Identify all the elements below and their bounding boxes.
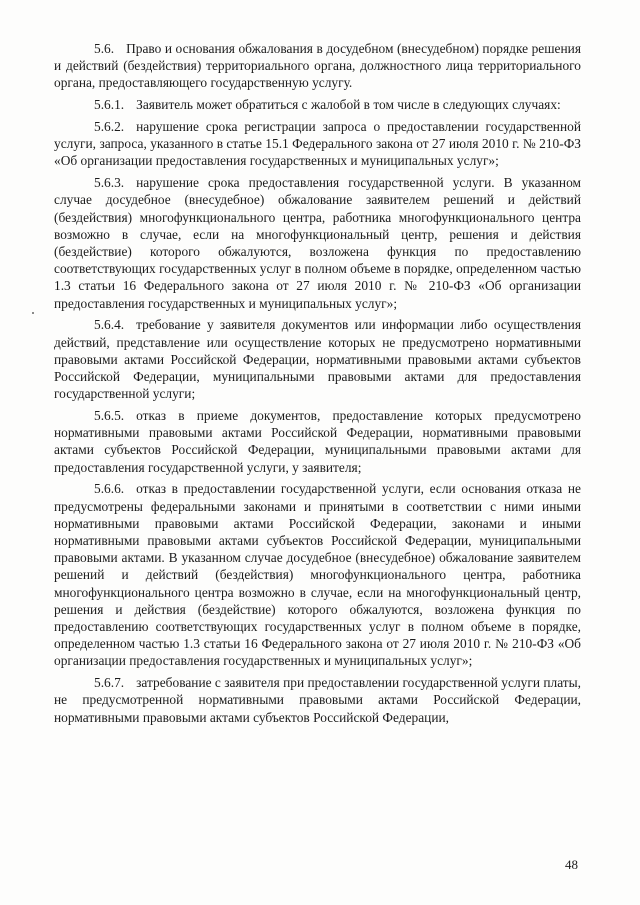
paragraph-number: 5.6.6. [94, 481, 125, 497]
paragraph-number: 5.6.3. [94, 175, 125, 191]
paragraph-5-6-2 [54, 118, 581, 170]
paragraph-5-6-1 [54, 96, 581, 113]
paragraph-text: отказ в приеме документов, предоставление которых предусмотрено нормативными правовыми актами Российской Федерации, нормативными правовыми актами субъектов Российской Федерации, муниципальными правовыми актами для предоставления государственной услуги, у заявителя; [54, 408, 581, 475]
paragraph-text: затребование с заявителя при предоставлении государственной услуги платы, не предусмотренной нормативными правовыми актами Российской Федерации, нормативными правовыми актами субъектов Российской Федерации, [54, 675, 581, 725]
paragraph-5-6-3 [54, 174, 581, 312]
paragraph-text: Заявитель может обратиться с жалобой в том числе в следующих случаях: [136, 97, 561, 113]
paragraph-5-6-6 [54, 480, 581, 669]
paragraph-text: требование у заявителя документов или информации либо осуществления действий, представление или осуществление которых не предусмотрено нормативными правовыми актами Российской Федерации, нормативными правовыми актами субъектов Российской Федерации, муниципальными правовыми актами для предоставления государственной услуги; [54, 317, 581, 402]
paragraph-number: 5.6.1. [94, 97, 125, 113]
scan-speck [32, 312, 34, 314]
paragraph-5-6-7 [54, 674, 581, 726]
paragraph-number: 5.6.4. [94, 317, 125, 333]
paragraph-5-6-4 [54, 316, 581, 402]
document-body [54, 40, 581, 730]
paragraph-number: 5.6.2. [94, 119, 125, 134]
paragraph-5-6 [54, 40, 581, 92]
paragraph-5-6-5 [54, 407, 581, 476]
paragraph-text: Право и основания обжалования в досудебном (внесудебном) порядке решения и действий (бездействия) территориального органа, должностного лица территориального органа, предоставляющего государственную услугу. [54, 41, 581, 91]
paragraph-text: нарушение срока предоставления государственной услуги. В указанном случае досудебное (внесудебное) обжалование заявителем решений и действий (бездействия) многофункционального центра, работника многофункционального центра возможно в случае, если на многофункциональный центр, решения и действия (бездействие) которого обжалуются, возложена функция по предоставлению соответствующих государственных услуг в полном объеме в порядке, определенном частью 1.3 статьи 16 Федерального закона от 27 июля 2010 г. № 210-ФЗ «Об организации предоставления государственных и муниципальных услуг»; [54, 175, 581, 311]
paragraph-text: отказ в предоставлении государственной услуги, если основания отказа не предусмотрены федеральными законами и принятыми в соответствии с ними иными нормативными правовыми актами Российской Федерации, законами и иными нормативными правовыми актами субъектов Российской Федерации, муниципальными правовыми актами. В указанном случае досудебное (внесудебное) обжалование заявителем решений и действий (бездействия) многофункционального центра, работника многофункционального центра возможно в случае, если на многофункциональный центр, решения и действия (бездействие) которого обжалуются, возложена функция по предоставлению соответствующих государственных услуг в полном объеме в порядке, определенном частью 1.3 статьи 16 Федерального закона от 27 июля 2010 г. № 210-ФЗ «Об организации предоставления государственных и муниципальных услуг»; [54, 481, 581, 669]
paragraph-number: 5.6.5. [94, 408, 125, 424]
paragraph-number: 5.6. [94, 41, 115, 56]
paragraph-number: 5.6.7. [94, 675, 125, 691]
page-number: 48 [565, 857, 578, 872]
paragraph-text: нарушение срока регистрации запроса о предоставлении государственной услуги, запроса, указанного в статье 15.1 Федерального закона от 27 июля 2010 г. № 210-ФЗ «Об организации предоставления государственных и муниципальных услуг»; [54, 119, 581, 169]
